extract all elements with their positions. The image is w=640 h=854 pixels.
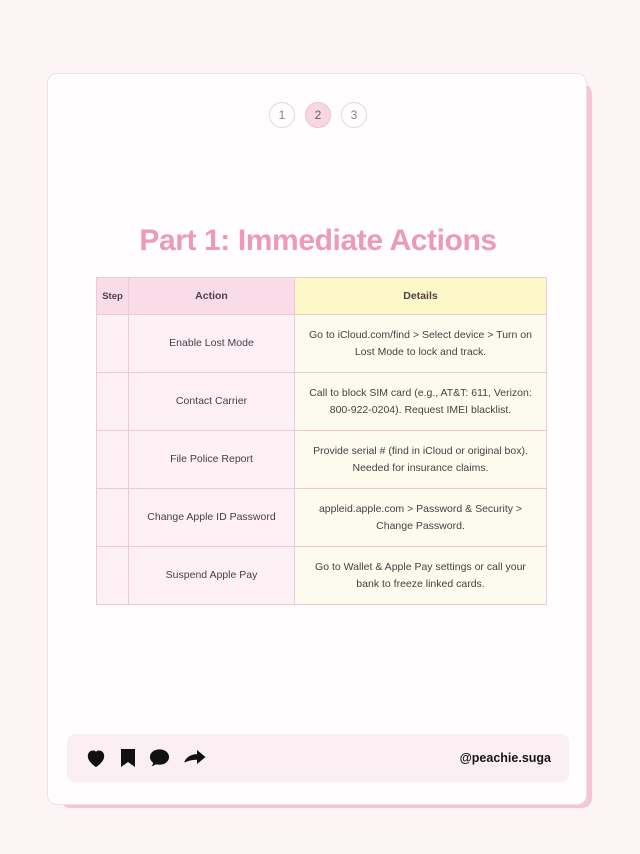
cell-action: File Police Report [129,431,295,489]
table-row [97,431,547,489]
bookmark-icon[interactable] [120,748,136,768]
pagination [48,102,588,128]
cell-details: Provide serial # (find in iCloud or original box). Needed for insurance claims. [295,431,547,489]
cell-action: Contact Carrier [129,373,295,431]
page-title: Part 1: Immediate Actions [139,224,497,257]
column-header-details: Details [295,278,547,315]
pagination-dot-3[interactable]: 3 [341,102,367,128]
table-row [97,315,547,373]
slide-card [47,73,587,805]
cell-step [97,315,129,373]
cell-details: Go to iCloud.com/find > Select device > Turn on Lost Mode to lock and track. [295,315,547,373]
comment-icon[interactable] [149,748,170,768]
actions-table-wrapper [96,277,546,605]
cell-action: Suspend Apple Pay [129,547,295,605]
cell-step [97,489,129,547]
table-header-row [97,278,547,315]
cell-details: Go to Wallet & Apple Pay settings or call your bank to freeze linked cards. [295,547,547,605]
footer-bar [67,734,569,782]
cell-action: Change Apple ID Password [129,489,295,547]
column-header-step: Step [97,278,129,315]
actions-table [96,277,547,605]
table-row [97,547,547,605]
cell-step [97,547,129,605]
cell-details: appleid.apple.com > Password & Security > Change Password. [295,489,547,547]
pagination-dot-2[interactable]: 2 [305,102,331,128]
pagination-dot-1[interactable]: 1 [269,102,295,128]
heart-icon[interactable] [85,748,107,768]
table-row [97,373,547,431]
cell-action: Enable Lost Mode [129,315,295,373]
cell-step [97,373,129,431]
column-header-action: Action [129,278,295,315]
account-handle: @peachie.suga [459,751,551,765]
share-icon[interactable] [183,748,207,768]
table-row [97,489,547,547]
cell-details: Call to block SIM card (e.g., AT&T: 611, Verizon: 800-922-0204). Request IMEI blacklist. [295,373,547,431]
social-icon-row [85,748,207,768]
cell-step [97,431,129,489]
